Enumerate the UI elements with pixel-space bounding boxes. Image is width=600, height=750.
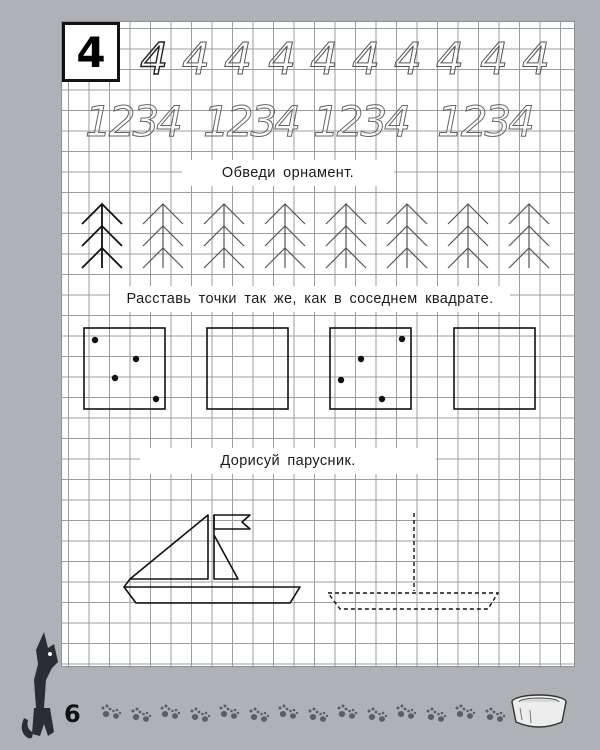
fir-branch[interactable] xyxy=(387,204,427,268)
empty-square-1[interactable] xyxy=(207,328,288,409)
dog-eye xyxy=(48,652,52,656)
task-number: 4 xyxy=(62,22,120,82)
paw-print-icon xyxy=(189,706,211,724)
sequence-trace[interactable]: 1234 xyxy=(313,97,408,146)
paw-print-icon xyxy=(336,703,358,721)
instruction-ornament: Обведи орнамент. xyxy=(182,160,394,186)
digit-four-copy-row xyxy=(130,36,550,84)
paw-print-icon xyxy=(307,706,329,724)
dot xyxy=(153,396,159,402)
sequence-trace[interactable]: 1234 xyxy=(203,97,298,146)
fir-branch xyxy=(82,204,122,268)
digit-four-trace[interactable]: 4 xyxy=(394,34,422,85)
paw-print-icon xyxy=(395,703,417,721)
page-number: 6 xyxy=(64,700,81,728)
paw-print-icon xyxy=(130,706,152,724)
dots-exercise xyxy=(80,322,500,414)
paw-print-icon xyxy=(484,706,506,724)
fir-branch[interactable] xyxy=(326,204,366,268)
sequence-trace[interactable]: 1234 xyxy=(85,97,180,146)
digit-four-trace[interactable]: 4 xyxy=(182,34,210,85)
digit-four-trace[interactable]: 4 xyxy=(522,34,550,85)
sequence-trace[interactable]: 1234 xyxy=(437,97,532,146)
paw-print-icon xyxy=(425,706,447,724)
digit-four-trace[interactable]: 4 xyxy=(310,34,338,85)
dot xyxy=(379,396,385,402)
fir-branch[interactable] xyxy=(509,204,549,268)
digit-four-sample: 4 xyxy=(140,34,168,85)
dot xyxy=(399,336,405,342)
dot xyxy=(133,356,139,362)
sequence-copy-row xyxy=(85,96,535,148)
dot xyxy=(92,337,98,343)
sailboat-sample xyxy=(120,505,310,617)
fir-branch[interactable] xyxy=(265,204,305,268)
paw-print-icon xyxy=(248,706,270,724)
paw-print-row xyxy=(100,703,510,725)
digit-four-trace[interactable]: 4 xyxy=(480,34,508,85)
paw-print-icon xyxy=(159,703,181,721)
instruction-sailboat: Дорисуй парусник. xyxy=(140,448,436,474)
dot xyxy=(338,377,344,383)
instruction-dots: Расставь точки так же, как в соседнем квадрате. xyxy=(110,286,510,312)
dot xyxy=(112,375,118,381)
dot xyxy=(358,356,364,362)
fir-branch[interactable] xyxy=(448,204,488,268)
paw-print-icon xyxy=(218,703,240,721)
digit-four-trace[interactable]: 4 xyxy=(268,34,296,85)
digit-four-trace[interactable]: 4 xyxy=(352,34,380,85)
sample-square-2 xyxy=(330,328,411,409)
paw-print-icon xyxy=(100,703,122,721)
paw-print-icon xyxy=(454,703,476,721)
paw-print-icon xyxy=(277,703,299,721)
dog-icon xyxy=(14,628,70,744)
dog-bowl-icon xyxy=(506,692,572,732)
digit-four-trace[interactable]: 4 xyxy=(436,34,464,85)
fir-branch[interactable] xyxy=(204,204,244,268)
ornament-pattern xyxy=(80,200,560,272)
fir-branch[interactable] xyxy=(143,204,183,268)
dashed-hull xyxy=(328,593,498,609)
paw-print-icon xyxy=(366,706,388,724)
digit-four-trace[interactable]: 4 xyxy=(224,34,252,85)
sailboat-template[interactable] xyxy=(322,505,512,617)
